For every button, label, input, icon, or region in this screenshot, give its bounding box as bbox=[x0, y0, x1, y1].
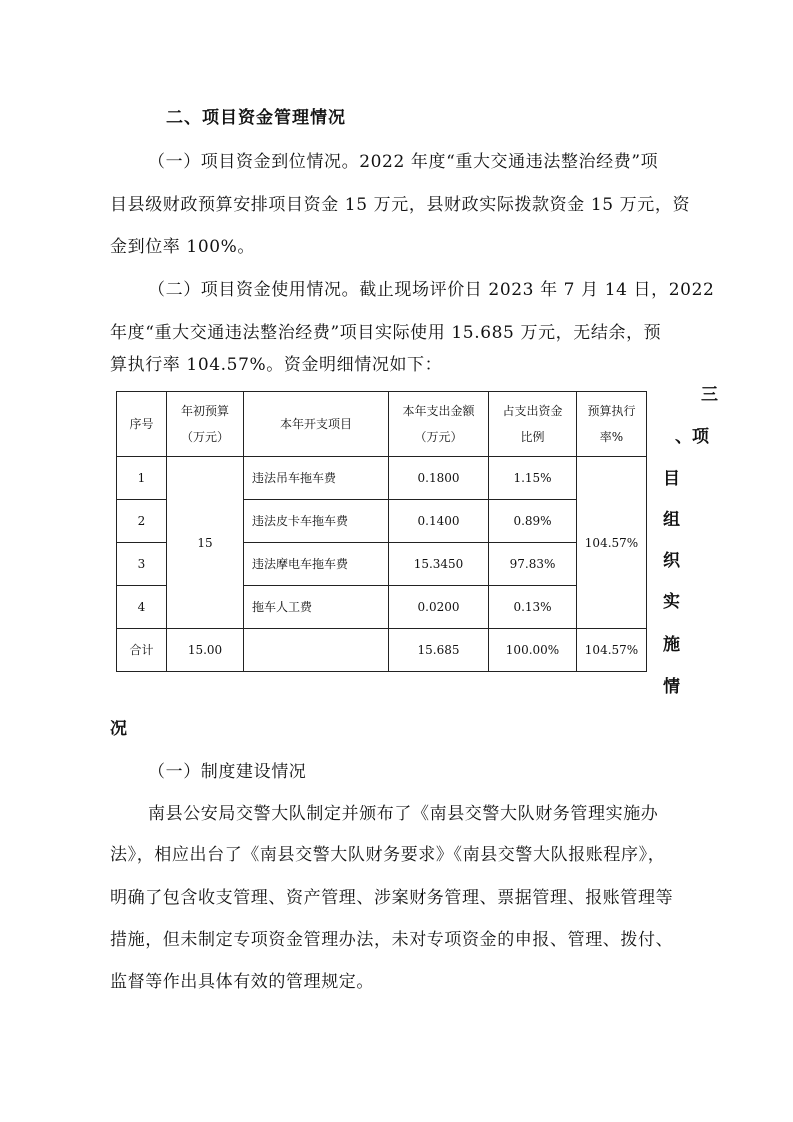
header-share-line2: 比例 bbox=[520, 430, 545, 444]
total-share: 100.00% bbox=[489, 629, 577, 672]
row-seq: 2 bbox=[117, 500, 167, 543]
total-label: 合计 bbox=[117, 629, 167, 672]
header-budget-line2: （万元） bbox=[180, 430, 229, 444]
vertical-char: 、项 bbox=[675, 427, 709, 447]
header-rate bbox=[577, 392, 647, 457]
header-share-line1: 占支出资金 bbox=[502, 404, 563, 418]
header-budget bbox=[167, 392, 244, 457]
para-funding-arrival-line1: （一）项目资金到位情况。2022 年度“重大交通违法整治经费”项 bbox=[148, 152, 659, 172]
row-amount: 0.1400 bbox=[389, 500, 489, 543]
table-row bbox=[117, 457, 647, 500]
vertical-char: 三 bbox=[701, 385, 718, 405]
row-amount: 0.1800 bbox=[389, 457, 489, 500]
row-amount: 0.0200 bbox=[389, 586, 489, 629]
para-funding-usage-line3: 算执行率 104.57%。资金明细情况如下： bbox=[110, 355, 443, 375]
row-share: 1.15% bbox=[489, 457, 577, 500]
section-heading-3-tail: 况 bbox=[110, 719, 127, 739]
total-budget: 15.00 bbox=[167, 629, 244, 672]
row-seq: 4 bbox=[117, 586, 167, 629]
header-seq: 序号 bbox=[117, 392, 167, 457]
vertical-char: 实 bbox=[663, 592, 680, 612]
row-item: 违法皮卡车拖车费 bbox=[244, 500, 389, 543]
row-item: 违法吊车拖车费 bbox=[244, 457, 389, 500]
row-share: 97.83% bbox=[489, 543, 577, 586]
vertical-char: 情 bbox=[663, 677, 680, 697]
subheading-system-building: （一）制度建设情况 bbox=[148, 762, 307, 782]
header-budget-line1: 年初预算 bbox=[180, 404, 229, 418]
para-funding-arrival-line2: 目县级财政预算安排项目资金 15 万元，县财政实际拨款资金 15 万元，资 bbox=[110, 195, 691, 215]
header-share bbox=[489, 392, 577, 457]
para-system-line2: 法》，相应出台了《南县交警大队财务要求》《南县交警大队报账程序》， bbox=[110, 845, 666, 865]
header-amount bbox=[389, 392, 489, 457]
row-share: 0.13% bbox=[489, 586, 577, 629]
rate-merged-cell: 104.57% bbox=[577, 457, 647, 629]
header-rate-line2: 率% bbox=[599, 430, 624, 444]
header-amount-line2: （万元） bbox=[414, 430, 463, 444]
table-total-row bbox=[117, 629, 647, 672]
budget-merged-cell: 15 bbox=[167, 457, 244, 629]
vertical-char: 目 bbox=[663, 469, 680, 489]
vertical-char: 施 bbox=[663, 635, 680, 655]
header-amount-line1: 本年支出金额 bbox=[402, 404, 475, 418]
row-amount: 15.3450 bbox=[389, 543, 489, 586]
row-share: 0.89% bbox=[489, 500, 577, 543]
total-rate: 104.57% bbox=[577, 629, 647, 672]
para-system-line3: 明确了包含收支管理、资产管理、涉案财务管理、票据管理、报账管理等 bbox=[110, 888, 674, 908]
total-item bbox=[244, 629, 389, 672]
row-item: 拖车人工费 bbox=[244, 586, 389, 629]
row-seq: 1 bbox=[117, 457, 167, 500]
para-system-line5: 监督等作出具体有效的管理规定。 bbox=[110, 972, 374, 992]
header-item: 本年开支项目 bbox=[244, 392, 389, 457]
section-heading-2: 二、项目资金管理情况 bbox=[166, 108, 346, 128]
header-rate-line1: 预算执行 bbox=[587, 404, 636, 418]
para-funding-arrival-line3: 金到位率 100%。 bbox=[110, 237, 256, 257]
total-amount: 15.685 bbox=[389, 629, 489, 672]
para-system-line4: 措施，但未制定专项资金管理办法，未对专项资金的申报、管理、拨付、 bbox=[110, 930, 674, 950]
vertical-char: 织 bbox=[663, 551, 680, 571]
row-seq: 3 bbox=[117, 543, 167, 586]
para-system-line1: 南县公安局交警大队制定并颁布了《南县交警大队财务管理实施办 bbox=[148, 804, 659, 824]
vertical-char: 组 bbox=[663, 510, 680, 530]
funding-table bbox=[116, 391, 647, 672]
row-item: 违法摩电车拖车费 bbox=[244, 543, 389, 586]
table-header-row bbox=[117, 392, 647, 457]
para-funding-usage-line2: 年度“重大交通违法整治经费”项目实际使用 15.685 万元，无结余，预 bbox=[110, 323, 662, 343]
para-funding-usage-line1: （二）项目资金使用情况。截止现场评价日 2023 年 7 月 14 日，2022 bbox=[148, 280, 715, 300]
